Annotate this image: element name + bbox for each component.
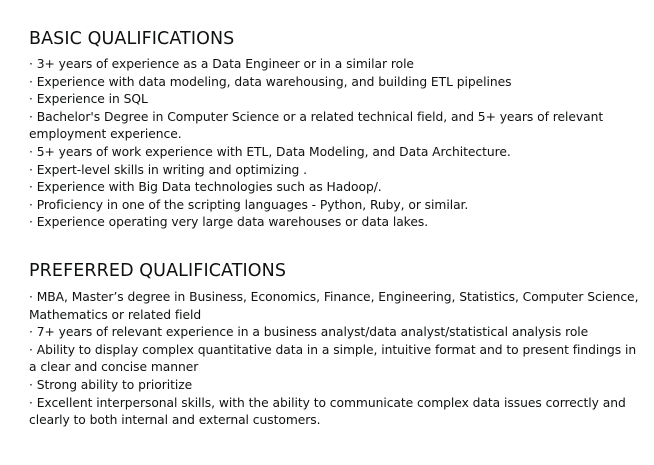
list-item: · Excellent interpersonal skills, with the ability to communicate complex data issues correctly and clearly to both internal and external customers.: [29, 395, 626, 428]
section-title-basic: BASIC QUALIFICATIONS: [29, 29, 235, 49]
basic-qualifications-section: [29, 27, 636, 232]
preferred-qualifications-list: [29, 289, 639, 430]
preferred-qualifications-section: [29, 259, 639, 430]
list-item: · 3+ years of experience as a Data Engineer or in a similar role: [29, 57, 414, 71]
list-item: · Experience with data modeling, data warehousing, and building ETL pipelines: [29, 74, 512, 89]
list-item: · 5+ years of work experience with ETL, Data Modeling, and Data Architecture.: [29, 144, 511, 159]
list-item: · Proficiency in one of the scripting languages - Python, Ruby, or similar.: [29, 197, 469, 212]
list-item: · 7+ years of relevant experience in a business analyst/data analyst/statistical analysis role: [29, 325, 589, 340]
list-item: · Bachelor's Degree in Computer Science or a related technical field, and 5+ years of relevant employment experience.: [29, 109, 604, 142]
list-item: · MBA, Master’s degree in Business, Economics, Finance, Engineering, Statistics, Computer Science, Mathematics or related field: [29, 289, 639, 322]
list-item: · Experience with Big Data technologies such as Hadoop/.: [29, 180, 382, 195]
list-item: · Expert-level skills in writing and optimizing .: [29, 162, 308, 177]
list-item: · Ability to display complex quantitative data in a simple, intuitive format and to present findings in a clear and concise manner: [29, 342, 637, 375]
basic-qualifications-list: [29, 56, 636, 232]
list-item: · Experience operating very large data warehouses or data lakes.: [29, 215, 429, 230]
list-item: · Experience in SQL: [29, 92, 148, 107]
list-item: · Strong ability to prioritize: [29, 377, 193, 392]
section-title-preferred: PREFERRED QUALIFICATIONS: [29, 260, 287, 281]
